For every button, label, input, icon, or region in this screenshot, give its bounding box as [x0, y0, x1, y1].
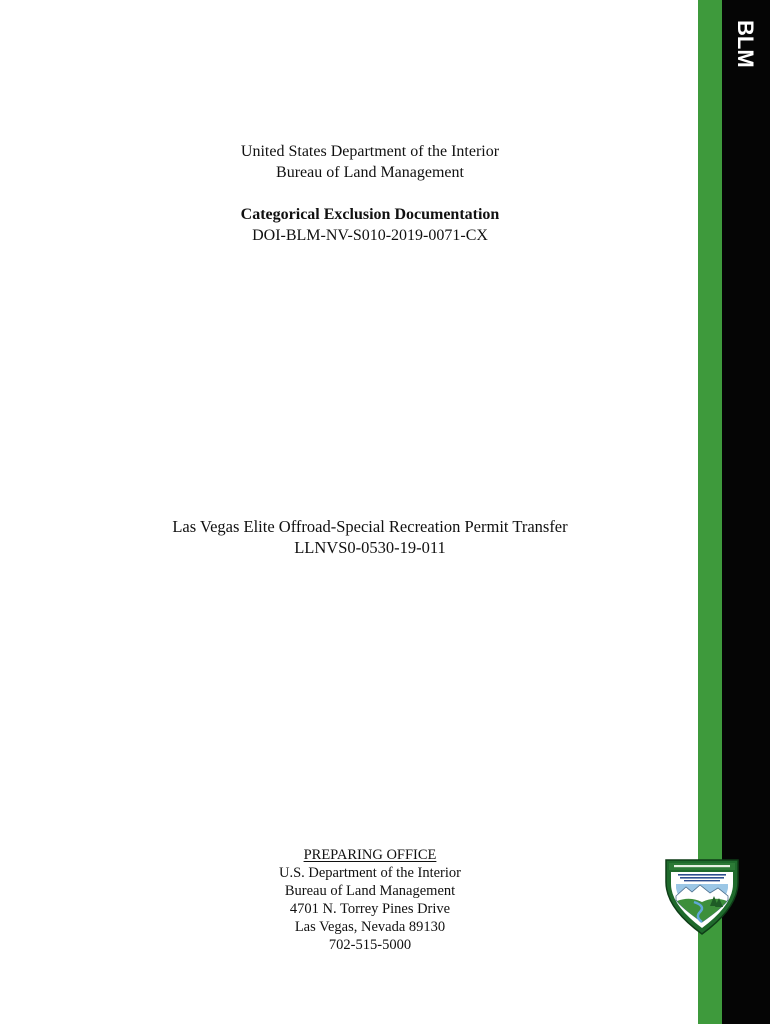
document-title-block: [0, 204, 740, 246]
office-line-street: 4701 N. Torrey Pines Drive: [289, 901, 451, 917]
office-line-bureau: Bureau of Land Management: [284, 883, 456, 899]
document-title: Categorical Exclusion Documentation: [240, 206, 500, 223]
blm-vertical-wordmark: [722, 10, 770, 90]
preparing-office-heading: PREPARING OFFICE: [303, 847, 437, 863]
office-line-city: Las Vegas, Nevada 89130: [294, 919, 446, 935]
project-name: Las Vegas Elite Offroad-Special Recreation Permit Transfer: [172, 517, 568, 536]
agency-header: [0, 141, 740, 183]
bureau-name: Bureau of Land Management: [276, 164, 464, 181]
blm-wordmark-text: BLM: [733, 20, 758, 68]
blm-shield-logo-icon: [662, 856, 742, 936]
department-name: United States Department of the Interior: [240, 143, 500, 160]
office-line-phone: 702-515-5000: [328, 937, 412, 953]
office-line-department: U.S. Department of the Interior: [278, 865, 461, 881]
document-number: DOI-BLM-NV-S010-2019-0071-CX: [252, 227, 488, 244]
preparing-office-block: [0, 846, 740, 954]
project-number: LLNVS0-0530-19-011: [294, 538, 446, 557]
project-block: [0, 516, 740, 558]
